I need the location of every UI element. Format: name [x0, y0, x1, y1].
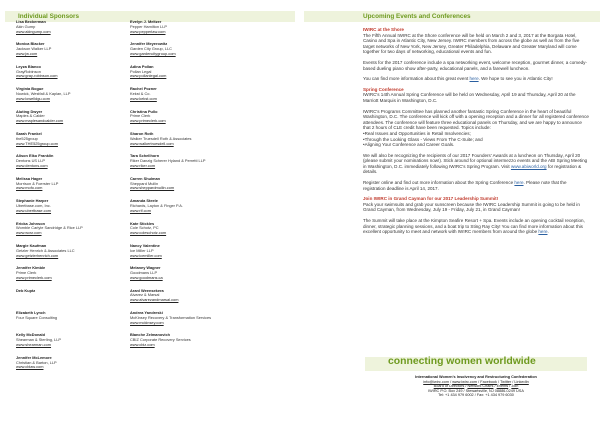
sponsor-entry — [16, 110, 124, 132]
cayman-paragraph-1: Pack your swimsuits and grab your sunscreen because the IWIRC Leadership Summit is going to be held in Grand Cayman, from Wednesday, July 19 - Friday, July 21, in Grand Cayman! — [363, 201, 580, 213]
sponsor-entry — [16, 199, 124, 221]
spring-paragraph-1: IWIRC's 14th Annual Spring Conference will be held on Wednesday, April 19 and Thursday, April 20 at the Marriott Marquis in Washington, D.C. — [363, 92, 576, 103]
shore-paragraph-1: The Fifth Annual IWIRC at the Shore conference will be held on March 2 and 3, 2017 at the Borgata Hotel, Casino and Spa in Atlantic City, New Jersey. IWIRC members from across the globe as well as from the five target networks of New York, New Jersey, Greater Philadelphia, Delaware and Greater Maryland will come together for two days of networking, educational events and fun. — [363, 32, 580, 55]
sponsor-company: Ubertbase.com, Inc. — [16, 202, 51, 208]
sponsor-company: Riker Danzig Scherer Hyland & Perretti LLP — [130, 158, 206, 164]
sponsor-entry — [16, 244, 124, 266]
sponsor-name: Adina Pollan — [130, 64, 154, 69]
sponsor-url[interactable]: www.wcsr.com — [16, 230, 42, 236]
sponsor-company: Dentons US LLP — [16, 158, 45, 164]
sponsor-name: Deb Kuptz — [16, 288, 36, 293]
sponsor-name: Melaney Wagner — [130, 266, 161, 271]
sponsor-entry — [16, 222, 124, 244]
sponsor-entry — [16, 333, 124, 355]
sponsor-entry — [130, 132, 250, 154]
footer-org-name: International Women's Insolvency and Restructuring Confederation — [415, 375, 537, 379]
sponsor-name: Jennifer Meyerowitz — [130, 42, 168, 47]
sponsor-entry — [130, 177, 250, 199]
shore-title: IWIRC at the Shore — [363, 27, 404, 32]
sponsor-url[interactable]: www.gray-robinson.com — [16, 73, 58, 79]
sponsor-entry — [130, 311, 250, 333]
sponsors-column-2 — [130, 20, 250, 356]
sponsor-entry — [130, 266, 250, 288]
cayman-title: Join IWIRC in Grand Cayman for our 2017 Leadership Summit! — [363, 196, 499, 202]
sponsor-company: Prime Clerk — [130, 113, 151, 119]
sponsor-url[interactable]: www.primeclerk.com — [16, 274, 52, 280]
cayman-paragraph-2: The Summit will take place at the Kimpton Seafire Resort + Spa. Events include an opening cocktail reception, dinner, strategic planning sessions, and a boat trip to Sting Ray City! You can find more information about this excellent opportunity to meet and network with IWIRC members from around the globe here. — [363, 218, 585, 235]
footer-twitter-link[interactable]: Twitter — [500, 379, 512, 384]
sponsor-company: Morrison & Foerster LLP — [16, 180, 59, 186]
sponsor-company: Ice Miller LLP — [130, 247, 154, 253]
footer-email-link[interactable]: info@iwirc.com — [423, 379, 450, 384]
sponsor-name: Melissa Hager — [16, 176, 43, 181]
sponsor-entry — [130, 87, 250, 109]
sponsor-entry — [16, 311, 124, 333]
sponsor-entry — [130, 244, 250, 266]
sponsor-entry — [16, 356, 124, 378]
events-header: Upcoming Events and Conferences — [363, 13, 471, 20]
sponsor-entry — [16, 289, 124, 311]
sponsor-name: Stephanie Harper — [16, 199, 49, 204]
sponsor-name: Virginia Bogue — [16, 87, 44, 92]
abiworld-link[interactable]: www.abiworld.org — [510, 163, 547, 169]
sponsor-entry — [16, 42, 124, 64]
sponsor-company: Kekst & Co. — [130, 90, 151, 96]
sponsor-name: Alison Elko Franklin — [16, 154, 54, 159]
sponsors-column-1 — [16, 20, 124, 378]
sponsor-name: Christina Pullo — [130, 109, 158, 114]
sponsor-name: Leyza Blanco — [16, 64, 41, 69]
footer-phone: Tel: +1 434 979 6002 / Fax: +1 434 979 6030 — [438, 393, 514, 398]
sponsor-url[interactable]: www.cblaw.com — [16, 364, 44, 370]
sponsor-entry — [130, 42, 250, 64]
spring-register-link[interactable]: here — [514, 180, 524, 186]
spring-topic-item: • Real Issues and Opportunities in Retail Insolvencies; — [363, 131, 589, 137]
footer — [363, 375, 589, 398]
sponsor-company: Womble Carlyle Sandridge & Rice LLP — [16, 225, 83, 231]
sponsor-company: Richards, Layton & Finger P.A. — [130, 202, 183, 208]
sponsor-name: Amanda Steele — [130, 199, 158, 204]
sponsor-name: Evelyn J. Meltzer — [130, 20, 162, 24]
sponsor-company: Four Square Consulting — [16, 314, 58, 320]
sponsor-entry — [130, 199, 250, 221]
shore-paragraph-3: You can find more information about this great event here. We hope to see you in Atlantic City! — [363, 76, 553, 82]
sponsor-url[interactable]: www.primeclerk.com — [130, 118, 166, 124]
sponsor-entry — [16, 154, 124, 176]
sponsor-url[interactable]: www.cbiz.com — [130, 342, 155, 348]
sponsor-entry — [16, 177, 124, 199]
footer-events-link[interactable]: Events — [496, 384, 509, 389]
shore-paragraph-2: Events for the 2017 conference include a spa networking event, welcome reception, gourmet dinner, a comedy-based dueling piano show after-party, educational panels, and a farewell luncheon. — [363, 59, 587, 71]
sponsor-name: Jennifer Kimble — [16, 266, 46, 271]
sponsor-name: Carren Shulman — [130, 176, 161, 181]
footer-links-2: Board of Directors / Network Chairs / Events / Join — [433, 384, 519, 389]
sponsor-name: Elizabeth Lynch — [16, 311, 46, 316]
sponsor-url[interactable]: www.ubertbase.com — [16, 207, 52, 213]
footer-website-link[interactable]: www.iwirc.com — [452, 379, 478, 384]
sponsor-url[interactable]: www.akingump.com — [16, 28, 51, 34]
sponsor-name: Monica Blacker — [16, 42, 45, 47]
sponsor-name: Margie Kaufman — [16, 243, 47, 248]
spring-paragraph-2: IWIRC's Programs Committee has planned another fantastic Spring Conference in the heart of beautiful Washington, D.C. The conference will kick off with a opening reception and a dinner for all registered conference attendees. The conference will feature three educational panels on Thursday, and we are happy to announce that 2 hours of CLE credit have been requested. Topics include: — [363, 108, 589, 131]
sponsor-company: Getzler Henrich & Associates LLC — [16, 247, 75, 253]
sponsor-company: Nowick, Westfall & Kaplan, LLP — [16, 90, 71, 96]
sponsor-name: Andrea Yandreski — [130, 311, 163, 316]
sponsor-company: the525group — [16, 135, 38, 141]
footer-address: IWIRC P.O. Box 249 / Stewartsville, NJ 08886-0249 USA — [428, 388, 524, 393]
sponsor-name: Sarah Frankel — [16, 131, 42, 136]
sponsor-entry — [130, 154, 250, 176]
sponsor-company: Goodmans LLP — [130, 270, 158, 276]
spring-title: Spring Conference — [363, 86, 404, 92]
sponsor-url[interactable]: www.shearman.com — [16, 342, 52, 348]
sponsor-url[interactable]: www.dentons.com — [16, 162, 48, 168]
sponsor-url[interactable]: www.mofo.com — [16, 185, 43, 191]
sponsor-url[interactable]: www.kekst.com — [130, 95, 157, 101]
sponsor-entry — [16, 132, 124, 154]
sponsor-url[interactable]: www.rlf.com — [130, 207, 151, 213]
spring-paragraph-4: Register online and find out more information about the Spring Conference here. Please note that the registration deadline is April 14, 2017. — [363, 180, 567, 191]
sponsor-name: Blanche Zelmanovich — [130, 333, 170, 338]
shore-section — [363, 27, 589, 240]
sponsor-url[interactable]: www.alvarezandmarsal.com — [130, 297, 179, 303]
footer-network-chairs-link[interactable]: Network Chairs — [467, 384, 494, 389]
sponsor-company: Cole Schotz, PC — [130, 225, 159, 231]
sponsor-entry — [16, 65, 124, 87]
sponsor-company: Pepper Hamilton LLP — [130, 23, 167, 29]
sponsor-url[interactable]: www.riker.com — [130, 162, 156, 168]
sponsor-url[interactable]: www.sheppardmullin.com — [130, 185, 175, 191]
sponsor-name: Rachel Pozner — [130, 87, 157, 92]
footer-linkedin-link[interactable]: LinkedIn — [514, 379, 529, 384]
sponsors-header: Individual Sponsors — [18, 13, 80, 20]
sponsor-company: McKinsey Recovery & Transformation Services — [130, 314, 212, 320]
shore-more-link[interactable]: here — [469, 76, 479, 82]
sponsor-url[interactable]: www.jw.com — [16, 50, 38, 56]
sponsor-name: Sharon Roth — [130, 131, 154, 136]
sponsor-name: Ericka Johnson — [16, 221, 45, 226]
spring-topics-list — [363, 131, 589, 148]
sponsor-company: Shearman & Sterling, LLP — [16, 337, 61, 343]
tagline: connecting women worldwide — [388, 356, 536, 367]
sponsor-company: Akin Gump — [16, 23, 36, 29]
sponsor-company: Prime Clerk — [16, 270, 37, 276]
sponsor-entry — [130, 20, 250, 42]
sponsor-entry — [16, 266, 124, 288]
sponsor-url[interactable]: www.maplesandcalder.com — [16, 118, 64, 124]
sponsor-company: Pollan Legal — [130, 68, 152, 74]
sponsor-entry — [16, 20, 124, 42]
sponsor-url[interactable]: www.mckinsey.com — [130, 319, 164, 325]
sponsor-name: Tara Schellhorn — [130, 154, 160, 159]
sponsor-entry — [16, 87, 124, 109]
spring-paragraph-3: We will also be recognizing the recipients of our 2017 Founders' Awards at a luncheon on Thursday, April 20 (please submit your nominations now!). Stick around for optional intermezzo events and the ABI Spring Meeting in Washington, D.C. immediately following IWIRC's Spring Program. Visit www.abiworld.org for registration & details. — [363, 152, 588, 175]
sponsor-company: CBIZ Corporate Recovery Services — [130, 337, 191, 343]
footer-facebook-link[interactable]: Facebook — [480, 379, 497, 384]
spring-topic-item: • Aligning Your Conference and Career Goals. — [363, 142, 589, 148]
footer-join-link[interactable]: Join — [511, 384, 519, 389]
sponsor-company: Walker Truesdell Roth & Associates — [130, 135, 192, 141]
sponsor-url[interactable]: www.THE525group.com — [16, 140, 58, 146]
sponsor-company: Garden City Group, LLC — [130, 46, 172, 52]
sponsor-url[interactable]: www.walkertruesdell.com — [130, 140, 174, 146]
sponsor-company: Sheppard Mullin — [130, 180, 159, 186]
sponsor-name: Kate Stickles — [130, 221, 155, 226]
sponsor-url[interactable]: www.pollanlegal.com — [130, 73, 167, 79]
sponsor-name: Lisa Beckerman — [16, 20, 46, 24]
sponsor-name: Jennifer McLemore — [16, 355, 52, 360]
sponsor-entry — [130, 333, 250, 355]
sponsor-url[interactable]: www.gardencitygroup.com — [130, 50, 176, 56]
sponsor-url[interactable]: www.lowelldgu.com — [16, 95, 50, 101]
sponsor-entry — [130, 289, 250, 311]
spring-topic-item: • Through the Looking Glass - Views From The C-Suite; and — [363, 137, 589, 143]
sponsor-name: Aluting Dwyer — [16, 109, 43, 114]
sponsor-company: Alvarez & Marsal — [130, 292, 160, 298]
sponsor-company: Jackson Walker LLP — [16, 46, 52, 52]
footer-board-link[interactable]: Board of Directors — [433, 384, 465, 389]
sponsor-company: GrayRobinson — [16, 68, 41, 74]
sponsor-url[interactable]: www.icemiller.com — [130, 252, 162, 258]
sponsor-entry — [130, 222, 250, 244]
sponsor-entry — [130, 65, 250, 87]
cayman-more-link[interactable]: here — [538, 229, 548, 235]
sponsor-name: Nancy Valentine — [130, 243, 160, 248]
sponsor-url[interactable]: www.getzlerhenrich.com — [16, 252, 59, 258]
sponsor-entry — [130, 110, 250, 132]
sponsor-url[interactable]: www.goodmans.ca — [130, 274, 163, 280]
footer-links-1: info@iwirc.com / www.iwirc.com / Facebook / Twitter / LinkedIn — [423, 379, 529, 384]
sponsor-company: Maples & Calder — [16, 113, 45, 119]
sponsor-url[interactable]: www.pepperlaw.com — [130, 28, 166, 34]
sponsor-company: Christian & Barton, LLP — [16, 359, 57, 365]
sponsor-name: Aranl Weensekera — [130, 288, 164, 293]
sponsor-url[interactable]: www.coleschotz.com — [130, 230, 167, 236]
sponsor-name: Kelly McDonald — [16, 333, 45, 338]
